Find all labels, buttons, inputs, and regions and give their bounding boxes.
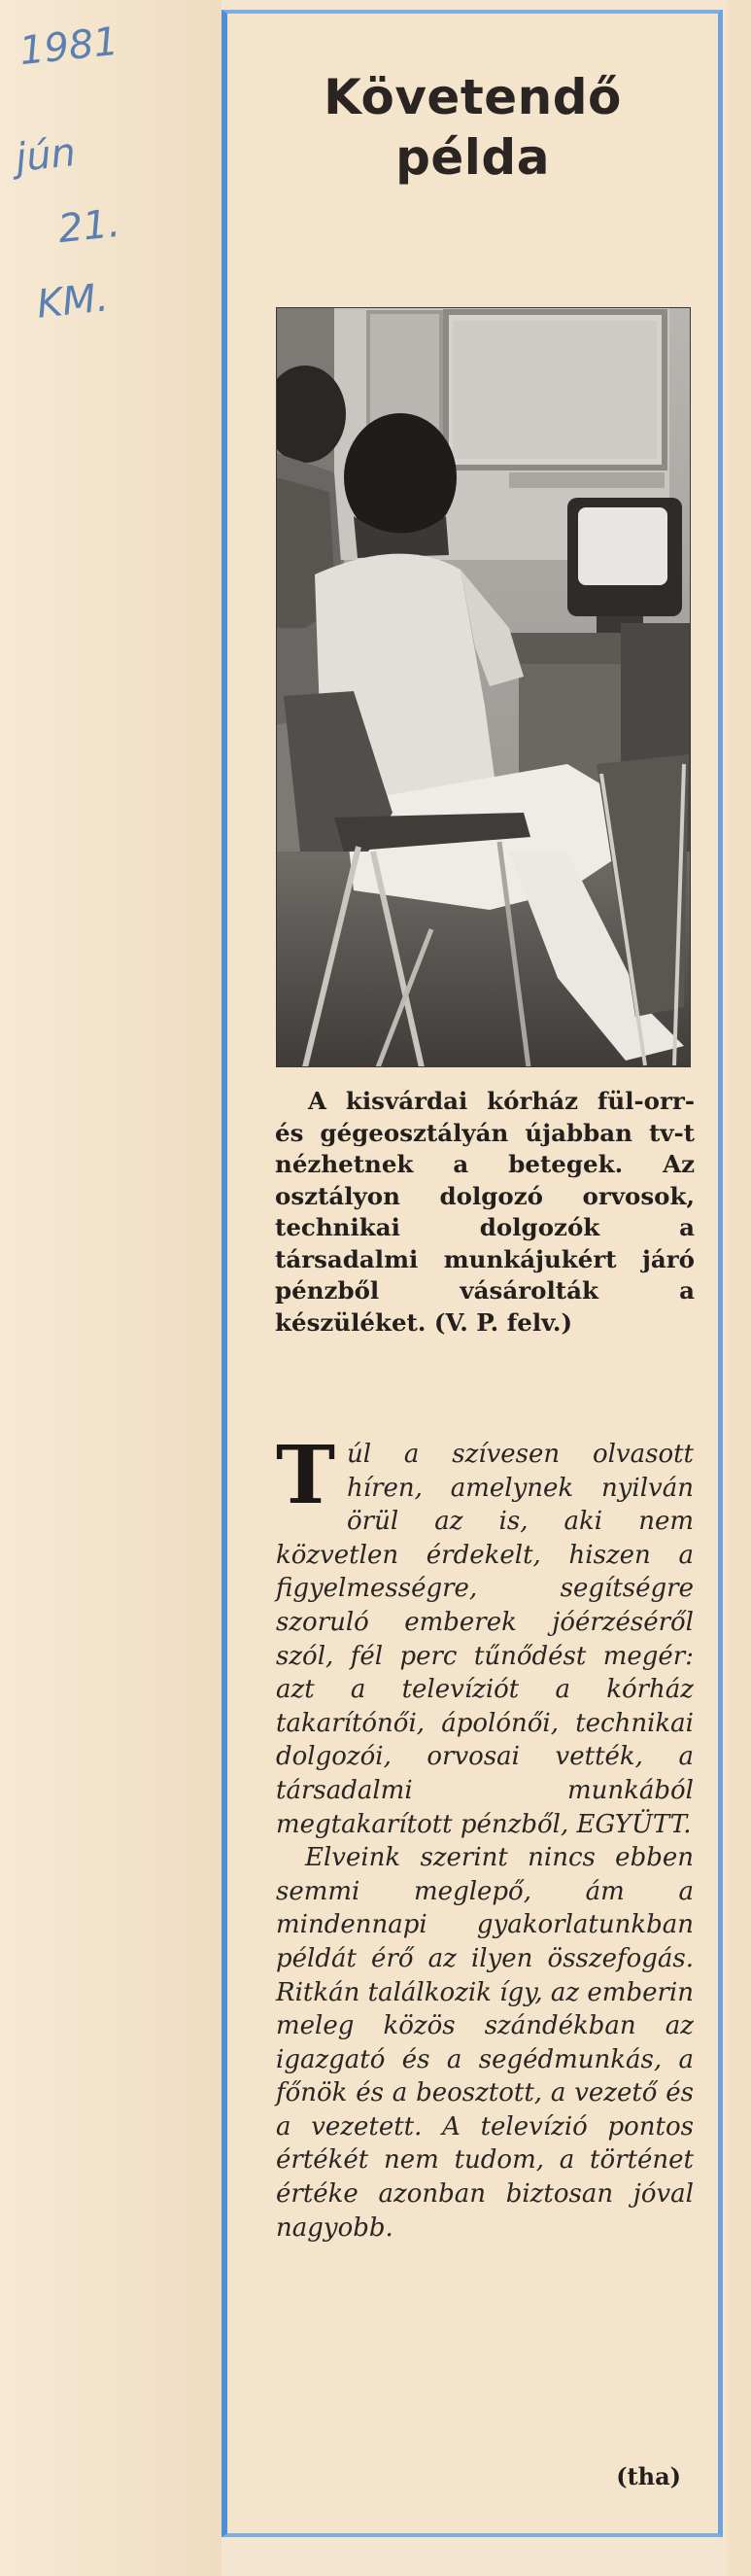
- article-paragraph-2: Elveink szerint nincs ebben semmi meglepő, ám a mindennapi gyakorlatunkban példát érő az ilyen összefogás. Ritkán találkozik így, az emberin meleg közös szándékban az igazgató és a segédmunkás, a főnök és a beosztott, a vezető és a vezetett. A televízió pontos értékét nem tudom, a történet értéke azonban biztosan jóval nagyobb.: [276, 1843, 694, 2243]
- handwritten-source: KM.: [34, 275, 111, 328]
- headline-line-2: példa: [395, 129, 550, 186]
- article-headline: [227, 67, 718, 188]
- paper-edge: [727, 0, 751, 2576]
- photo-illustration: [276, 307, 691, 1067]
- article-photo: [276, 307, 691, 1067]
- handwritten-year: 1981: [17, 18, 120, 75]
- newspaper-clipping: [222, 10, 723, 2537]
- article-body: [276, 1429, 694, 2245]
- paper-margin: [0, 0, 222, 2576]
- drop-cap: T: [276, 1429, 336, 1522]
- photo-caption: [275, 1086, 695, 1339]
- caption-text: A kisvárdai kórház fül-orr- és gégeosztályán újabban tv-t nézhetnek a betegek. Az osztályon dolgozó orvosok, technikai dolgozók a társadalmi munkájukért járó pénzből vásárolták a készüléket. (V. P. felv.): [275, 1087, 695, 1337]
- paragraph-1-text: úl a szívesen olvasott híren, amelynek nyilván örül az is, aki nem közvetlen érdekelt, hiszen a figyelmességre, segítségre szoruló emberek jóérzéséről szól, fél perc tűnődést megér: azt a televíziót a kórház takarítónői, ápolónői, technikai dolgozói, orvosai vették, a társadalmi munkából megtakarított pénzből, EGYÜTT.: [276, 1440, 694, 1839]
- handwritten-day: 21.: [55, 200, 122, 253]
- handwritten-month: jún: [13, 129, 79, 182]
- article-paragraph-1: [276, 1429, 694, 1841]
- headline-line-1: Követendő: [324, 69, 622, 125]
- author-signature: (tha): [616, 2462, 681, 2490]
